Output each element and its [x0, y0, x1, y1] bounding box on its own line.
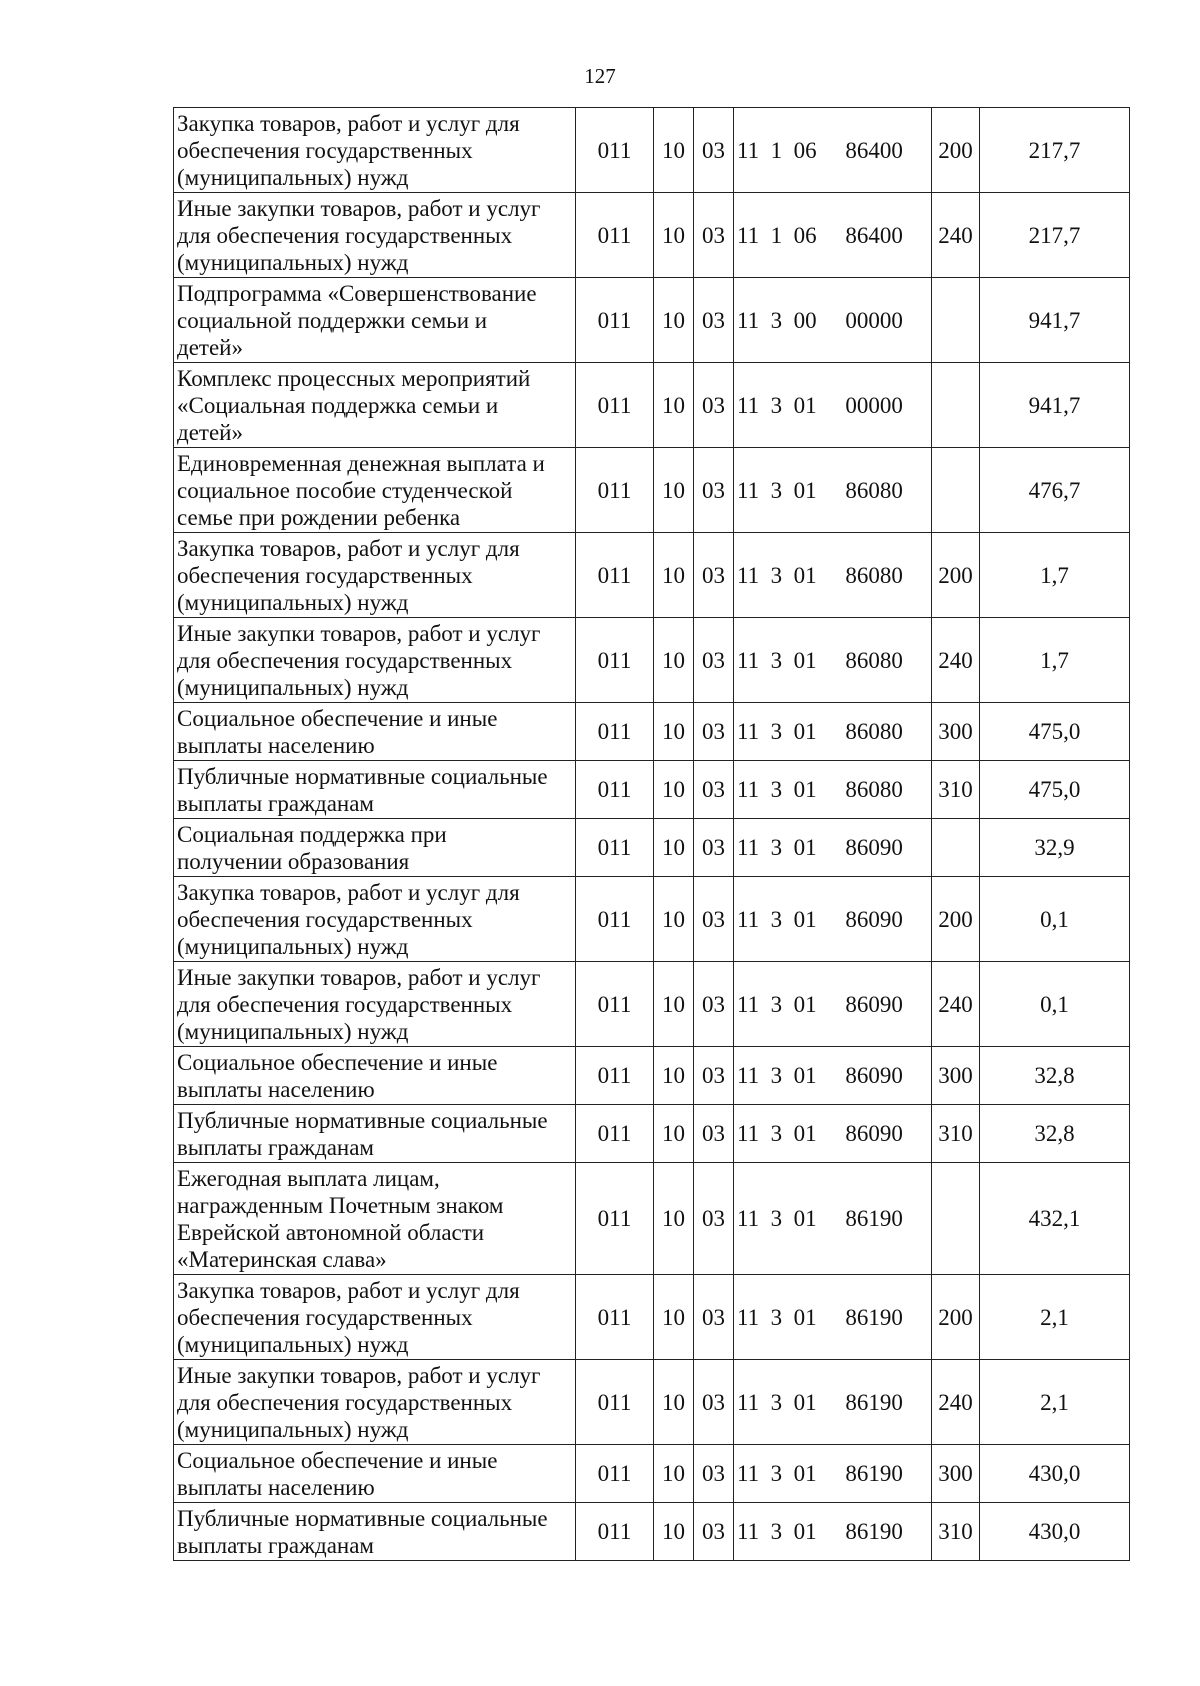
- ministry-code-cell: 011: [576, 761, 654, 819]
- section-code-cell: 10: [654, 819, 694, 877]
- section-code-cell: 10: [654, 618, 694, 703]
- amount-cell: 0,1: [980, 962, 1130, 1047]
- subsection-code-cell: 03: [694, 819, 734, 877]
- expense-type-cell: 310: [932, 761, 980, 819]
- subsection-code-cell: 03: [694, 1445, 734, 1503]
- expense-type-cell: 300: [932, 1445, 980, 1503]
- item-name-cell: [174, 448, 576, 533]
- target-article-cell: 11 3 01 86080: [734, 703, 932, 761]
- table-row: [174, 877, 1130, 962]
- amount-cell: 1,7: [980, 618, 1130, 703]
- section-code-cell: 10: [654, 448, 694, 533]
- amount-cell: 476,7: [980, 448, 1130, 533]
- item-name-line: социальной поддержки семьи и: [177, 307, 488, 333]
- item-name-line: для обеспечения государственных: [177, 1389, 513, 1415]
- item-name-line: (муниципальных) нужд: [177, 674, 409, 700]
- item-name-line: обеспечения государственных: [177, 906, 473, 932]
- item-name-line: Ежегодная выплата лицам,: [177, 1165, 440, 1191]
- target-article-cell: 11 3 01 86190: [734, 1163, 932, 1275]
- item-name-cell: [174, 1105, 576, 1163]
- target-article-cell: 11 3 01 00000: [734, 363, 932, 448]
- ministry-code-cell: 011: [576, 1360, 654, 1445]
- table-row: [174, 1503, 1130, 1561]
- ministry-code-cell: 011: [576, 877, 654, 962]
- item-name-line: получении образования: [177, 848, 410, 874]
- item-name-cell: [174, 363, 576, 448]
- amount-cell: 2,1: [980, 1360, 1130, 1445]
- table-row: [174, 618, 1130, 703]
- item-name-line: (муниципальных) нужд: [177, 1416, 409, 1442]
- ministry-code-cell: 011: [576, 819, 654, 877]
- table-row: [174, 761, 1130, 819]
- ministry-code-cell: 011: [576, 962, 654, 1047]
- table-row: [174, 703, 1130, 761]
- expense-type-cell: 240: [932, 618, 980, 703]
- expense-type-cell: 240: [932, 1360, 980, 1445]
- expense-type-cell: [932, 819, 980, 877]
- item-name-line: Публичные нормативные социальные: [177, 763, 548, 789]
- table-row: [174, 1163, 1130, 1275]
- table-row: [174, 533, 1130, 618]
- amount-cell: 430,0: [980, 1503, 1130, 1561]
- section-code-cell: 10: [654, 363, 694, 448]
- table-row: [174, 448, 1130, 533]
- table-row: [174, 1105, 1130, 1163]
- item-name-line: Публичные нормативные социальные: [177, 1505, 548, 1531]
- amount-cell: 0,1: [980, 877, 1130, 962]
- target-article-cell: 11 3 01 86080: [734, 761, 932, 819]
- target-article-cell: 11 3 01 86090: [734, 1105, 932, 1163]
- ministry-code-cell: 011: [576, 533, 654, 618]
- item-name-line: Закупка товаров, работ и услуг для: [177, 110, 520, 136]
- item-name-line: Публичные нормативные социальные: [177, 1107, 548, 1133]
- expense-type-cell: 200: [932, 533, 980, 618]
- item-name-line: (муниципальных) нужд: [177, 1331, 409, 1357]
- expense-type-cell: 200: [932, 877, 980, 962]
- item-name-line: обеспечения государственных: [177, 1304, 473, 1330]
- expense-type-cell: 310: [932, 1503, 980, 1561]
- section-code-cell: 10: [654, 1445, 694, 1503]
- subsection-code-cell: 03: [694, 1503, 734, 1561]
- expense-type-cell: 300: [932, 1047, 980, 1105]
- item-name-cell: [174, 877, 576, 962]
- amount-cell: 430,0: [980, 1445, 1130, 1503]
- amount-cell: 32,8: [980, 1047, 1130, 1105]
- target-article-cell: 11 3 01 86190: [734, 1445, 932, 1503]
- target-article-cell: 11 3 01 86080: [734, 448, 932, 533]
- ministry-code-cell: 011: [576, 193, 654, 278]
- item-name-line: детей»: [177, 419, 243, 445]
- subsection-code-cell: 03: [694, 1163, 734, 1275]
- expense-type-cell: [932, 278, 980, 363]
- target-article-cell: 11 3 01 86080: [734, 618, 932, 703]
- subsection-code-cell: 03: [694, 1275, 734, 1360]
- item-name-line: детей»: [177, 334, 243, 360]
- item-name-cell: [174, 703, 576, 761]
- table-row: [174, 108, 1130, 193]
- item-name-line: Иные закупки товаров, работ и услуг: [177, 620, 541, 646]
- item-name-line: Социальное обеспечение и иные: [177, 1447, 498, 1473]
- item-name-cell: [174, 108, 576, 193]
- item-name-line: выплаты населению: [177, 732, 375, 758]
- table-row: [174, 962, 1130, 1047]
- expense-type-cell: 240: [932, 193, 980, 278]
- section-code-cell: 10: [654, 278, 694, 363]
- amount-cell: 2,1: [980, 1275, 1130, 1360]
- table-body: [174, 108, 1130, 1561]
- item-name-line: «Социальная поддержка семьи и: [177, 392, 499, 418]
- expense-type-cell: 200: [932, 108, 980, 193]
- section-code-cell: 10: [654, 962, 694, 1047]
- section-code-cell: 10: [654, 1047, 694, 1105]
- item-name-line: выплаты гражданам: [177, 790, 374, 816]
- amount-cell: 32,8: [980, 1105, 1130, 1163]
- subsection-code-cell: 03: [694, 1105, 734, 1163]
- amount-cell: 32,9: [980, 819, 1130, 877]
- subsection-code-cell: 03: [694, 363, 734, 448]
- amount-cell: 217,7: [980, 108, 1130, 193]
- item-name-line: Еврейской автономной области: [177, 1219, 485, 1245]
- expense-type-cell: 240: [932, 962, 980, 1047]
- item-name-cell: [174, 533, 576, 618]
- item-name-line: (муниципальных) нужд: [177, 589, 409, 615]
- section-code-cell: 10: [654, 1163, 694, 1275]
- item-name-line: социальное пособие студенческой: [177, 477, 513, 503]
- ministry-code-cell: 011: [576, 1275, 654, 1360]
- item-name-line: выплаты населению: [177, 1076, 375, 1102]
- subsection-code-cell: 03: [694, 761, 734, 819]
- item-name-line: (муниципальных) нужд: [177, 1018, 409, 1044]
- item-name-line: Социальное обеспечение и иные: [177, 1049, 498, 1075]
- amount-cell: 217,7: [980, 193, 1130, 278]
- ministry-code-cell: 011: [576, 703, 654, 761]
- target-article-cell: 11 3 01 86190: [734, 1503, 932, 1561]
- subsection-code-cell: 03: [694, 1360, 734, 1445]
- item-name-line: Иные закупки товаров, работ и услуг: [177, 964, 541, 990]
- section-code-cell: 10: [654, 533, 694, 618]
- amount-cell: 941,7: [980, 363, 1130, 448]
- table-row: [174, 1275, 1130, 1360]
- section-code-cell: 10: [654, 877, 694, 962]
- ministry-code-cell: 011: [576, 1503, 654, 1561]
- table-row: [174, 363, 1130, 448]
- expense-type-cell: 310: [932, 1105, 980, 1163]
- section-code-cell: 10: [654, 108, 694, 193]
- item-name-cell: [174, 1047, 576, 1105]
- budget-table: [173, 107, 1130, 1561]
- item-name-line: Закупка товаров, работ и услуг для: [177, 535, 520, 561]
- item-name-line: семье при рождении ребенка: [177, 504, 461, 530]
- ministry-code-cell: 011: [576, 278, 654, 363]
- target-article-cell: 11 3 00 00000: [734, 278, 932, 363]
- ministry-code-cell: 011: [576, 1047, 654, 1105]
- section-code-cell: 10: [654, 1360, 694, 1445]
- expense-type-cell: [932, 1163, 980, 1275]
- item-name-line: для обеспечения государственных: [177, 647, 513, 673]
- section-code-cell: 10: [654, 703, 694, 761]
- page-number: 127: [584, 64, 616, 88]
- amount-cell: 475,0: [980, 761, 1130, 819]
- item-name-line: «Материнская слава»: [177, 1246, 387, 1272]
- item-name-line: Закупка товаров, работ и услуг для: [177, 879, 520, 905]
- item-name-cell: [174, 1360, 576, 1445]
- item-name-line: (муниципальных) нужд: [177, 249, 409, 275]
- item-name-line: для обеспечения государственных: [177, 991, 513, 1017]
- subsection-code-cell: 03: [694, 533, 734, 618]
- subsection-code-cell: 03: [694, 618, 734, 703]
- target-article-cell: 11 3 01 86090: [734, 962, 932, 1047]
- table-row: [174, 193, 1130, 278]
- expense-type-cell: [932, 448, 980, 533]
- target-article-cell: 11 1 06 86400: [734, 108, 932, 193]
- target-article-cell: 11 3 01 86080: [734, 533, 932, 618]
- item-name-line: Закупка товаров, работ и услуг для: [177, 1277, 520, 1303]
- expense-type-cell: [932, 363, 980, 448]
- ministry-code-cell: 011: [576, 1105, 654, 1163]
- item-name-line: выплаты гражданам: [177, 1134, 374, 1160]
- item-name-line: выплаты населению: [177, 1474, 375, 1500]
- item-name-cell: [174, 1163, 576, 1275]
- item-name-line: обеспечения государственных: [177, 137, 473, 163]
- subsection-code-cell: 03: [694, 962, 734, 1047]
- item-name-line: обеспечения государственных: [177, 562, 473, 588]
- target-article-cell: 11 3 01 86090: [734, 1047, 932, 1105]
- target-article-cell: 11 3 01 86090: [734, 819, 932, 877]
- item-name-cell: [174, 819, 576, 877]
- item-name-line: Комплекс процессных мероприятий: [177, 365, 531, 391]
- table-row: [174, 278, 1130, 363]
- amount-cell: 1,7: [980, 533, 1130, 618]
- expense-type-cell: 200: [932, 1275, 980, 1360]
- amount-cell: 475,0: [980, 703, 1130, 761]
- item-name-line: Иные закупки товаров, работ и услуг: [177, 1362, 541, 1388]
- ministry-code-cell: 011: [576, 108, 654, 193]
- subsection-code-cell: 03: [694, 877, 734, 962]
- item-name-cell: [174, 193, 576, 278]
- amount-cell: 941,7: [980, 278, 1130, 363]
- item-name-line: (муниципальных) нужд: [177, 164, 409, 190]
- section-code-cell: 10: [654, 193, 694, 278]
- section-code-cell: 10: [654, 761, 694, 819]
- subsection-code-cell: 03: [694, 193, 734, 278]
- ministry-code-cell: 011: [576, 448, 654, 533]
- item-name-line: для обеспечения государственных: [177, 222, 513, 248]
- item-name-cell: [174, 1275, 576, 1360]
- item-name-line: выплаты гражданам: [177, 1532, 374, 1558]
- item-name-line: награжденным Почетным знаком: [177, 1192, 504, 1218]
- item-name-line: Подпрограмма «Совершенствование: [177, 280, 537, 306]
- section-code-cell: 10: [654, 1105, 694, 1163]
- subsection-code-cell: 03: [694, 448, 734, 533]
- item-name-cell: [174, 761, 576, 819]
- target-article-cell: 11 3 01 86190: [734, 1275, 932, 1360]
- ministry-code-cell: 011: [576, 1445, 654, 1503]
- target-article-cell: 11 3 01 86090: [734, 877, 932, 962]
- item-name-cell: [174, 618, 576, 703]
- item-name-line: Социальная поддержка при: [177, 821, 447, 847]
- item-name-cell: [174, 1503, 576, 1561]
- section-code-cell: 10: [654, 1503, 694, 1561]
- item-name-cell: [174, 1445, 576, 1503]
- target-article-cell: 11 1 06 86400: [734, 193, 932, 278]
- section-code-cell: 10: [654, 1275, 694, 1360]
- table-row: [174, 1445, 1130, 1503]
- target-article-cell: 11 3 01 86190: [734, 1360, 932, 1445]
- item-name-cell: [174, 278, 576, 363]
- item-name-line: Иные закупки товаров, работ и услуг: [177, 195, 541, 221]
- item-name-cell: [174, 962, 576, 1047]
- table-row: [174, 1047, 1130, 1105]
- ministry-code-cell: 011: [576, 1163, 654, 1275]
- subsection-code-cell: 03: [694, 278, 734, 363]
- amount-cell: 432,1: [980, 1163, 1130, 1275]
- ministry-code-cell: 011: [576, 618, 654, 703]
- subsection-code-cell: 03: [694, 108, 734, 193]
- item-name-line: Единовременная денежная выплата и: [177, 450, 545, 476]
- subsection-code-cell: 03: [694, 703, 734, 761]
- ministry-code-cell: 011: [576, 363, 654, 448]
- expense-type-cell: 300: [932, 703, 980, 761]
- item-name-line: (муниципальных) нужд: [177, 933, 409, 959]
- table-row: [174, 819, 1130, 877]
- subsection-code-cell: 03: [694, 1047, 734, 1105]
- table-row: [174, 1360, 1130, 1445]
- item-name-line: Социальное обеспечение и иные: [177, 705, 498, 731]
